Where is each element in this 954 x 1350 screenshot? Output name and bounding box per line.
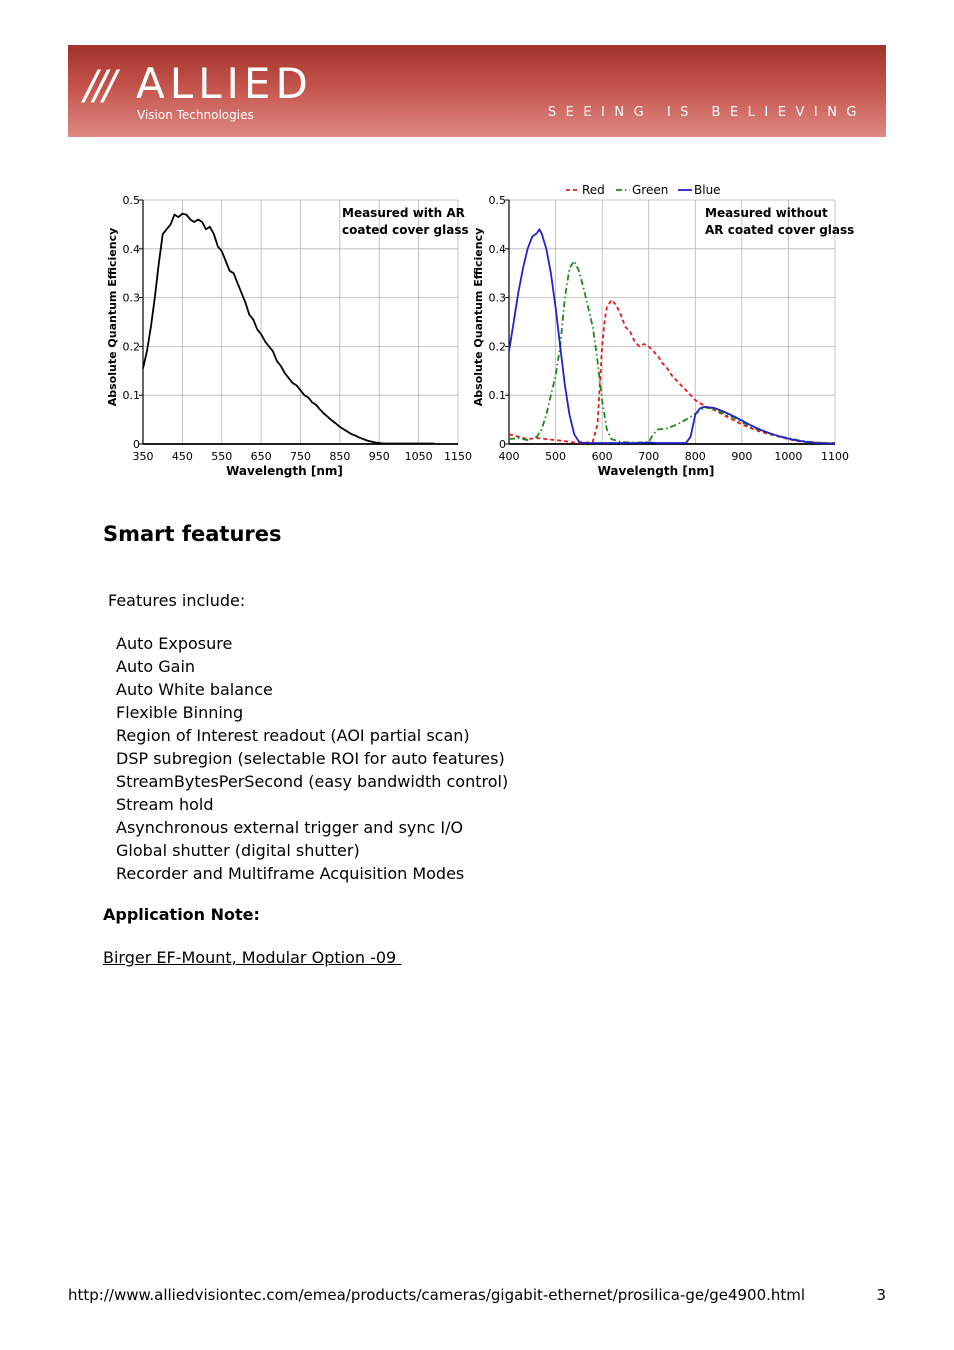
feature-item: Auto White balance	[116, 680, 273, 699]
chart-annotation: Measured with AR	[342, 206, 465, 220]
logo-wordmark: ALLIED	[136, 59, 313, 108]
x-tick-label: 400	[498, 450, 520, 463]
quantum-efficiency-charts	[0, 0, 954, 500]
y-tick-label: 0.1	[122, 389, 140, 403]
y-tick-label: 0	[133, 438, 140, 451]
feature-item: Flexible Binning	[116, 703, 244, 722]
y-tick-label: 0.4	[488, 242, 506, 256]
series-line-qe	[143, 214, 434, 444]
x-axis-title: Wavelength [nm]	[597, 464, 715, 478]
x-tick-label: 350	[132, 450, 154, 463]
features-intro: Features include:	[108, 591, 246, 610]
y-tick-label: 0.5	[122, 194, 140, 207]
x-tick-label: 450	[171, 450, 193, 463]
series-line-green	[509, 261, 835, 443]
x-tick-label: 1050	[404, 450, 433, 463]
y-tick-label: 0.2	[122, 340, 140, 354]
series-line-blue	[509, 229, 835, 443]
footer-url: http://www.alliedvisiontec.com/emea/products/cameras/gigabit-ethernet/prosilica-ge/ge4900.html	[68, 1286, 806, 1304]
y-tick-label: 0.1	[488, 389, 506, 403]
application-note-link[interactable]: Birger EF-Mount, Modular Option -09	[103, 948, 402, 967]
y-tick-label: 0.4	[122, 242, 140, 256]
feature-item: DSP subregion (selectable ROI for auto features)	[116, 749, 505, 768]
y-tick-label: 0	[499, 438, 506, 451]
y-tick-label: 0.3	[122, 291, 140, 305]
y-tick-label: 0.3	[488, 291, 506, 305]
feature-item: StreamBytesPerSecond (easy bandwidth control)	[116, 772, 509, 791]
x-tick-label: 850	[329, 450, 351, 463]
feature-item: Auto Gain	[116, 657, 196, 676]
x-tick-label: 700	[638, 450, 660, 463]
feature-item: Auto Exposure	[116, 634, 233, 653]
chart-annotation: coated cover glass	[342, 223, 469, 237]
x-tick-label: 900	[731, 450, 753, 463]
x-tick-label: 500	[545, 450, 567, 463]
x-tick-label: 1000	[774, 450, 803, 463]
feature-item: Region of Interest readout (AOI partial scan)	[116, 726, 470, 745]
feature-item: Stream hold	[116, 795, 214, 814]
y-axis-title: Absolute Quantum Efficiency	[472, 227, 485, 407]
logo-slashes: ///	[84, 63, 113, 109]
y-axis-title: Absolute Quantum Efficiency	[106, 227, 119, 407]
legend-label-red: Red	[582, 183, 605, 197]
application-note-label: Application Note:	[103, 905, 260, 924]
section-heading: Smart features	[103, 522, 282, 546]
page-number: 3	[876, 1286, 886, 1304]
y-tick-label: 0.2	[488, 340, 506, 354]
feature-item: Global shutter (digital shutter)	[116, 841, 360, 860]
x-tick-label: 1100	[821, 450, 849, 463]
x-tick-label: 600	[591, 450, 613, 463]
tagline: SEEING IS BELIEVING	[547, 105, 866, 120]
x-tick-label: 650	[250, 450, 272, 463]
feature-list	[116, 632, 508, 885]
x-tick-label: 950	[368, 450, 390, 463]
legend-label-blue: Blue	[694, 183, 721, 197]
x-tick-label: 800	[684, 450, 706, 463]
x-tick-label: 750	[290, 450, 311, 463]
chart-annotation: AR coated cover glass	[705, 223, 855, 237]
chart-annotation: Measured without	[705, 206, 828, 220]
legend-label-green: Green	[632, 183, 669, 197]
y-tick-label: 0.5	[488, 194, 506, 207]
logo-subtitle: Vision Technologies	[137, 108, 254, 122]
x-tick-label: 1150	[444, 450, 472, 463]
feature-item: Asynchronous external trigger and sync I/O	[116, 818, 464, 837]
x-axis-title: Wavelength [nm]	[226, 464, 343, 478]
x-tick-label: 550	[211, 450, 233, 463]
feature-item: Recorder and Multiframe Acquisition Modes	[116, 864, 465, 883]
